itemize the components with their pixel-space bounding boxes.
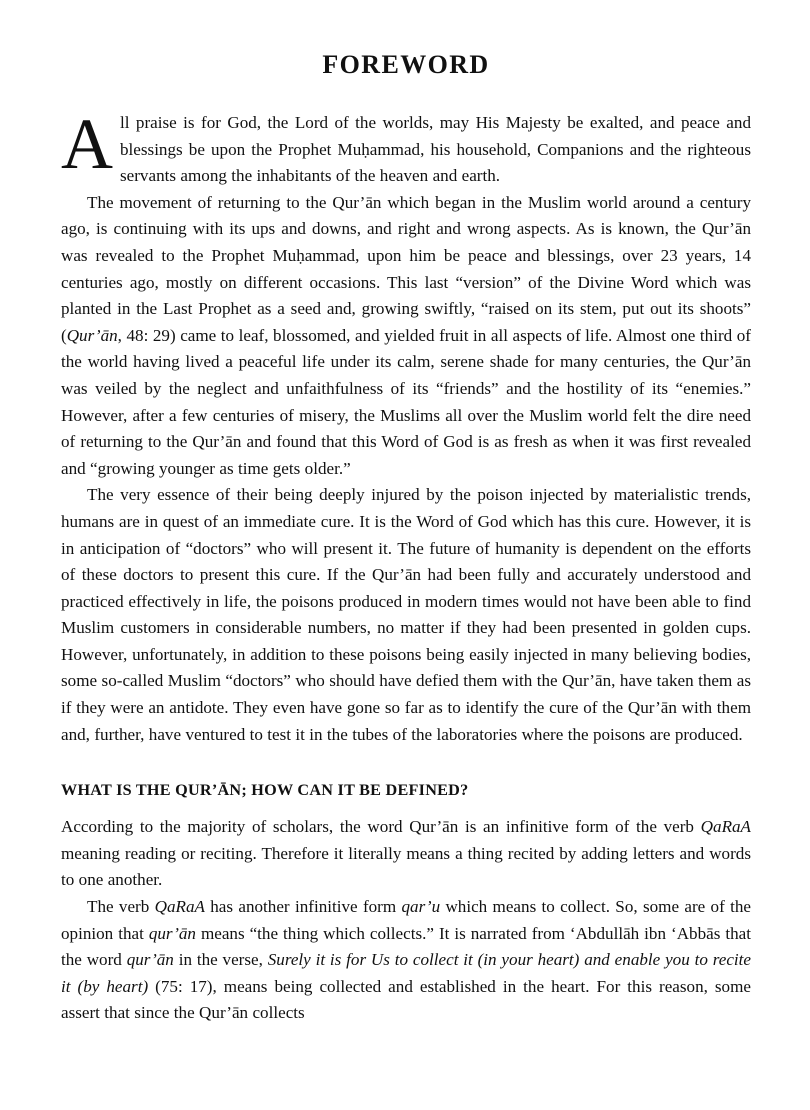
- paragraph-qaru-part-1: The verb: [87, 897, 155, 917]
- word-qaru-italic: qar’u: [401, 897, 441, 917]
- paragraph-movement-part-2: , 48: 29) came to leaf, blossomed, and yielded fruit in all aspects of life. Almost one third of the world having lived a peaceful life under its calm, serene shade for many centuries, the Qur’ān was veiled by the neglect and unfaithfulness of its “friends” and the hostility of its “enemies.” However, after a few centuries of misery, the Muslims all over the Muslim world felt the dire need of returning to the Qur’ān and found that this Word of God is as fresh as when it was first revealed and “growing younger as time gets older.”: [61, 325, 751, 478]
- quran-citation-italic: Qur’ān: [66, 325, 118, 345]
- paragraph-qaru-part-3: which means to collect. So, some are of the opinion that: [61, 897, 752, 943]
- drop-cap-letter: A: [61, 104, 113, 184]
- paragraph-definition-part-2: meaning reading or reciting. Therefore it literally means a thing recited by adding letters and words to one another.: [61, 843, 751, 890]
- paragraph-qaru-part-5: in the verse,: [173, 950, 268, 970]
- verb-qaraa-italic: QaRaA: [700, 817, 751, 837]
- section-heading: WHAT IS THE QUR’ĀN; HOW CAN IT BE DEFINED?: [61, 781, 469, 800]
- paragraph-opening: [61, 104, 751, 190]
- verse-quote-italic: Surely it is for Us to collect it (in your heart) and enable you to recite it (by heart): [61, 950, 752, 996]
- paragraph-qaru-part-2: has another infinitive form: [204, 897, 402, 917]
- verb-qaraa-italic-2: QaRaA: [154, 897, 205, 917]
- page-title: FOREWORD: [322, 50, 490, 79]
- paragraph-qaru: [61, 894, 751, 1027]
- paragraph-qaru-part-6: (75: 17), means being collected and established in the heart. For this reason, some assert that since the Qur’ān collects: [61, 976, 751, 1023]
- page-content: [61, 0, 751, 1027]
- paragraph-opening-text: ll praise is for God, the Lord of the worlds, may His Majesty be exalted, and peace and blessings be upon the Prophet Muḥammad, his household, Companions and the righteous servants among the inhabitants of the heaven and earth.: [120, 113, 751, 186]
- paragraph-movement: [61, 190, 751, 483]
- paragraph-definition: [61, 814, 751, 894]
- paragraph-movement-part-1: The movement of returning to the Qur’ān which began in the Muslim world around a century ago, is continuing with its ups and downs, and right and wrong aspects. As is known, the Qur’ān was revealed to the Prophet Muḥammad, upon him be peace and blessings, over 23 years, 14 centuries ago, mostly on different occasions. This last “version” of the Divine Word which was planted in the Last Prophet as a seed and, growing swiftly, “raised on its stem, put out its shoots” (: [61, 192, 751, 345]
- paragraph-essence: The very essence of their being deeply injured by the poison injected by materialistic trends, humans are in quest of an immediate cure. It is the Word of God which has this cure. However, it is in anticipation of “doctors” who will present it. The future of humanity is dependent on the efforts of these doctors to present this cure. If the Qur’ān had been fully and accurately understood and practiced effectively in life, the poisons produced in modern times would not have been able to find Muslim customers in considerable numbers, no matter if they had been presented in golden cups. However, unfortunately, in addition to these poisons being easily injected in many believing bodies, some so-called Muslim “doctors” who should have defied them with the Qur’ān, have taken them as if they were an antidote. They even have gone so far as to identify the cure of the Qur’ān with them and, further, have ventured to test it in the tubes of the laboratories where the poisons are produced.: [61, 485, 751, 744]
- word-quran-italic-1: qur’ān: [148, 923, 196, 943]
- word-quran-italic-2: qur’ān: [126, 950, 174, 970]
- paragraph-qaru-part-4: means “the thing which collects.” It is narrated from ‘Abdullāh ibn ‘Abbās that the word: [61, 923, 751, 970]
- paragraph-definition-part-1: According to the majority of scholars, the word Qur’ān is an infinitive form of the verb: [61, 817, 701, 837]
